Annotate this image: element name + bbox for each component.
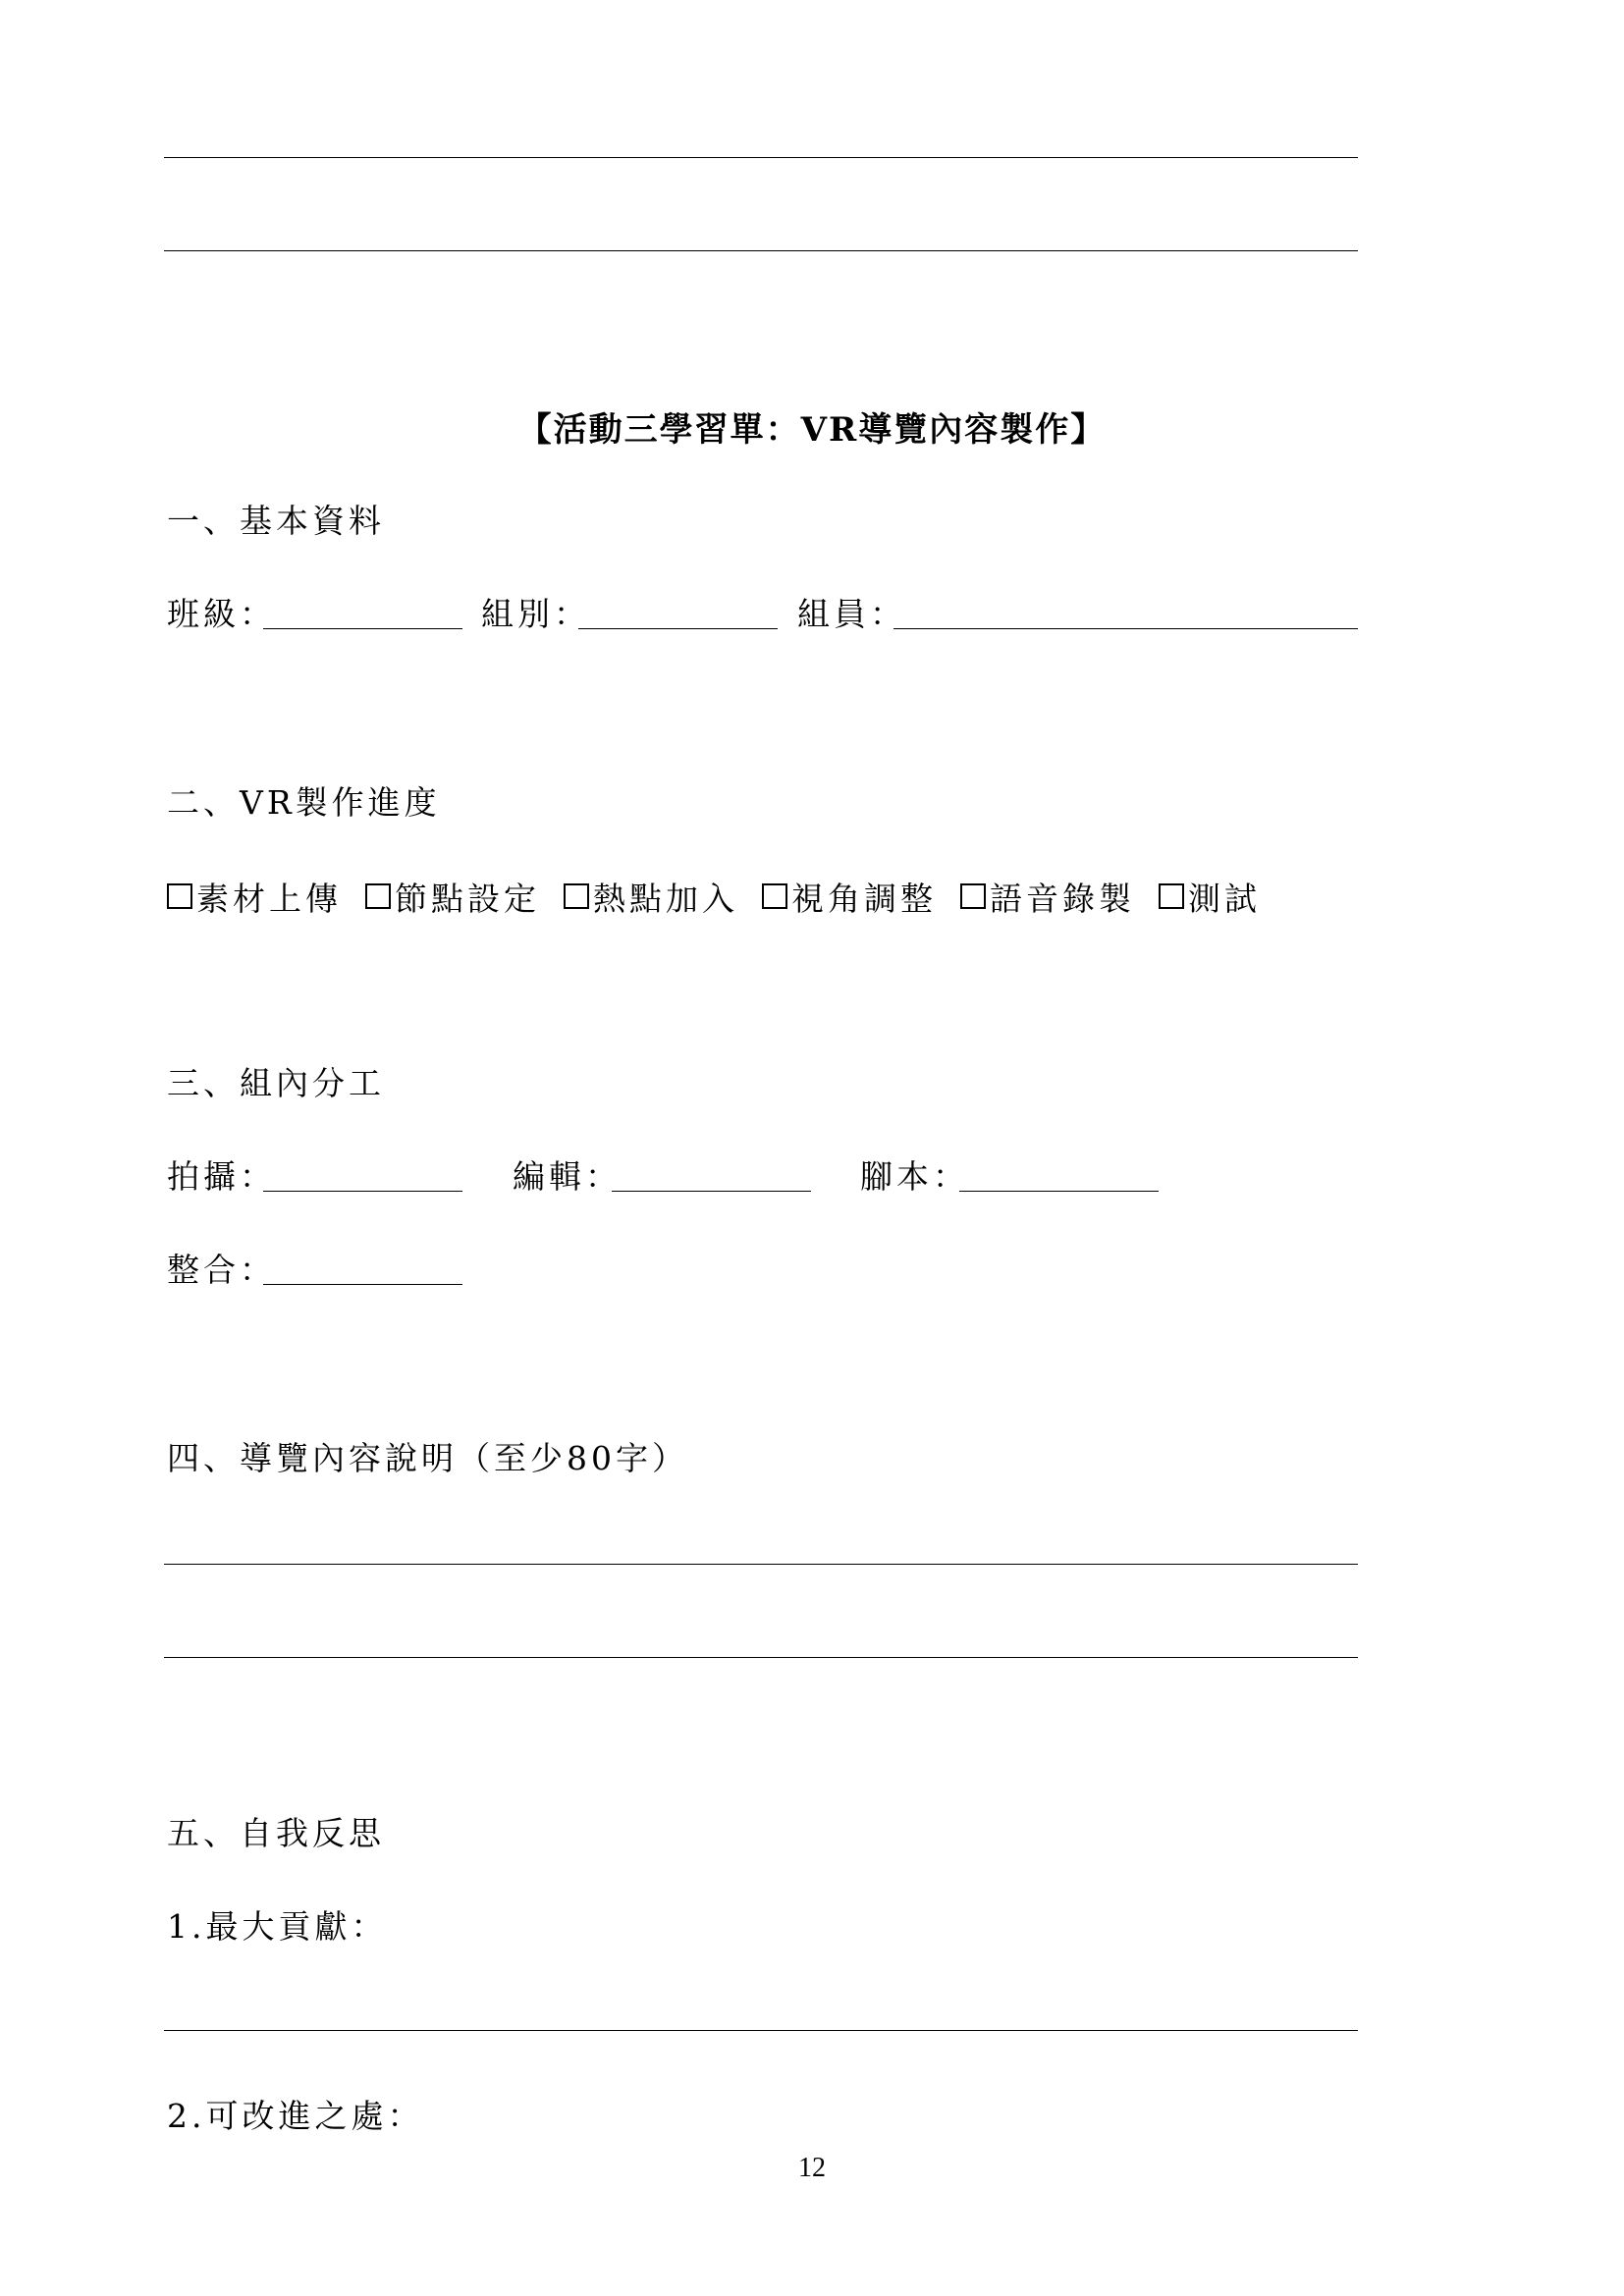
checklist-item-label: 素材上傳 [196,879,342,918]
integrate-field[interactable] [263,1284,462,1285]
question-biggest-contribution: 1.最大貢獻： [167,1907,388,1946]
answer-line[interactable] [164,157,1358,158]
checklist-item[interactable] [564,877,738,916]
checklist-item[interactable] [167,877,342,916]
checklist-item[interactable] [365,877,540,916]
section-heading-division-of-labor: 三、組內分工 [167,1064,385,1102]
edit-field[interactable] [612,1191,811,1192]
class-label: 班級： [167,595,276,633]
answer-line[interactable] [164,1657,1358,1658]
script-field[interactable] [959,1191,1159,1192]
checklist-item-label: 視角調整 [791,879,937,918]
group-field[interactable] [578,628,778,629]
integrate-label: 整合： [167,1251,276,1289]
answer-line[interactable] [164,2030,1358,2031]
members-field[interactable] [893,628,1358,629]
script-label: 腳本： [860,1157,969,1196]
checkbox[interactable] [960,883,986,909]
question-improvements: 2.可改進之處： [167,2097,424,2135]
checkbox[interactable] [365,883,391,909]
checkbox[interactable] [762,883,787,909]
checklist-item[interactable] [1159,877,1261,916]
page-number: 12 [798,2153,826,2183]
checkbox[interactable] [564,883,589,909]
section-heading-self-reflection: 五、自我反思 [167,1814,385,1852]
checklist-item-label: 測試 [1188,879,1261,918]
class-field[interactable] [263,628,462,629]
section-heading-basic-info: 一、基本資料 [167,502,385,540]
shoot-field[interactable] [263,1191,462,1192]
checklist-item-label: 節點設定 [395,879,540,918]
section-heading-content-description: 四、導覽內容說明（至少80字） [167,1439,688,1477]
answer-line[interactable] [164,1564,1358,1565]
members-label: 組員： [797,595,906,633]
section-heading-vr-progress: 二、VR製作進度 [167,783,441,822]
checkbox[interactable] [1159,883,1184,909]
checkbox[interactable] [167,883,192,909]
edit-label: 編輯： [513,1157,622,1196]
checklist-item[interactable] [960,877,1135,916]
answer-line[interactable] [164,250,1358,251]
checklist-item-label: 語音錄製 [990,879,1135,918]
shoot-label: 拍攝： [167,1157,276,1196]
worksheet-title: 【活動三學習單：VR導覽內容製作】 [517,410,1107,450]
group-label: 組別： [481,595,590,633]
checklist-item[interactable] [762,877,937,916]
checklist-item-label: 熱點加入 [593,879,738,918]
